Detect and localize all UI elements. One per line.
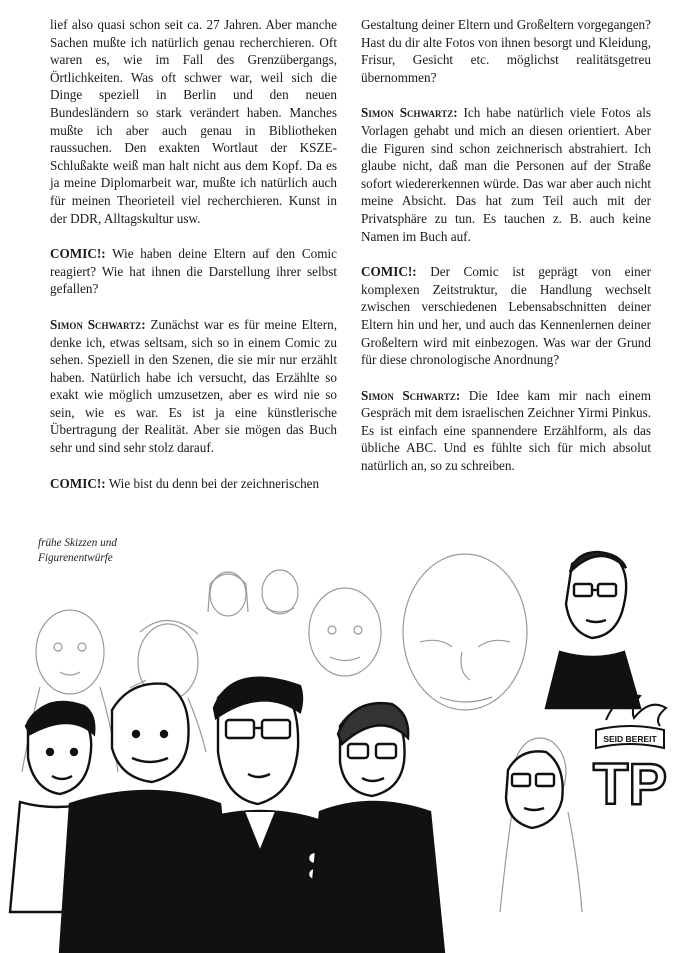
question-text: Der Comic ist geprägt von einer komplexen Zeitstruktur, die Handlung wechselt zwischen verschiedenen Lebensabschnitten deiner Eltern hin und her, und auch das Kennenlernen deiner Großeltern wird mit einbezogen. Was war der Grund für diese chronologische Anordnung? (361, 264, 651, 368)
speaker-label: Simon Schwartz: (361, 105, 458, 121)
answer-paragraph (361, 104, 651, 245)
sketch-woman-background (208, 572, 248, 616)
answer-paragraph (361, 387, 651, 475)
question-paragraph (50, 475, 337, 493)
speaker-label: COMIC!: (50, 246, 106, 262)
sketch-bald-old-man (309, 588, 381, 676)
character-woman-with-glasses (306, 703, 444, 953)
character-sketches-illustration (0, 512, 681, 953)
character-man-with-glasses-top-right (546, 552, 640, 708)
question-paragraph (50, 245, 337, 298)
speaker-label: Simon Schwartz: (361, 387, 461, 403)
paragraph: Gestaltung deiner Eltern und Großeltern vorgegangen? Hast du dir alte Fotos von ihnen besorgt und Kleidung, Frisur, Gesicht etc. möglichst realitätsgetreu übernommen? (361, 17, 651, 85)
answer-text: Zunächst war es für meine Eltern, denke ich, etwas seltsam, sich so in einem Comic zu sehen. Speziell in den Szenen, die sie mir nur erzählt haben. Natürlich habe ich versucht, das Erzählte so exakt wie möglich umzusetzen, aber es wird nie so sein, wie es war. Es ist ja eine künstlerische Übertragung der Realität. Aber sie mögen das Buch sehr und sind sehr stolz darauf. (50, 316, 338, 456)
article-column-right (361, 16, 651, 493)
speaker-label: COMIC!: (50, 475, 106, 491)
emblem-text: SEID BEREIT (603, 734, 657, 744)
question-text: Wie bist du denn bei der zeichnerischen (108, 475, 320, 491)
pioneer-emblem (593, 696, 667, 818)
sketch-old-man-small (262, 570, 298, 614)
question-paragraph (361, 263, 651, 369)
illustration-caption: frühe Skizzen und Figurenentwürfe (38, 537, 117, 564)
answer-text: Ich habe natürlich viele Fotos als Vorlagen gehabt und mich an diesen orientiert. Aber die Figuren sind schon zeichnerisch abstrahiert. Ich glaube nicht, daß man die Personen auf der Straße sofort wiedererkennen würde. Das war aber auch nicht meine Absicht. Das hat zum Teil auch mit der Privatsphäre zu tun. Es tauchen z. B. auch keine Namen im Buch auf. (361, 105, 652, 244)
sketch-large-bald-face (403, 554, 527, 710)
speaker-label: Simon Schwartz: (50, 316, 146, 332)
character-man-with-glasses-right (506, 751, 563, 828)
answer-paragraph (50, 316, 337, 457)
emblem-letters: TP (592, 752, 668, 817)
answer-text: Die Idee kam mir nach einem Gespräch mit dem israelischen Zeichner Yirmi Pinkus. Es ist einfach eine spannendere Erzählform, als das übliche ABC. Und es fühlte sich für mich absolut natürlich an, so zu schreiben. (361, 387, 651, 474)
paragraph: lief also quasi schon seit ca. 27 Jahren. Aber manche Sachen mußte ich natürlich genau recherchieren. Oft waren es, wie im Fall des Grenzübergangs, Örtlichkeiten. Was oft schwer war, weil sich die Dinge speziell in Berlin und den neuen Bundesländern so stark verändert haben. Manches mußte ich aber auch genau in Bibliotheken raussuchen. Den exakten Wortlaut der KSZE-Schlußakte weiß man halt nicht aus dem Kopf. Da es ja meine Diplomarbeit war, mußte ich natürlich auch für meinen Theorieteil viel recherchieren. Kunst in der DDR, Alltagskultur usw. (50, 17, 337, 226)
speaker-label: COMIC!: (361, 264, 417, 280)
article-column-left (50, 16, 337, 510)
question-text: Wie haben deine Eltern auf den Comic reagiert? Wie hat ihnen die Darstellung ihrer selbst gefallen? (50, 246, 337, 297)
